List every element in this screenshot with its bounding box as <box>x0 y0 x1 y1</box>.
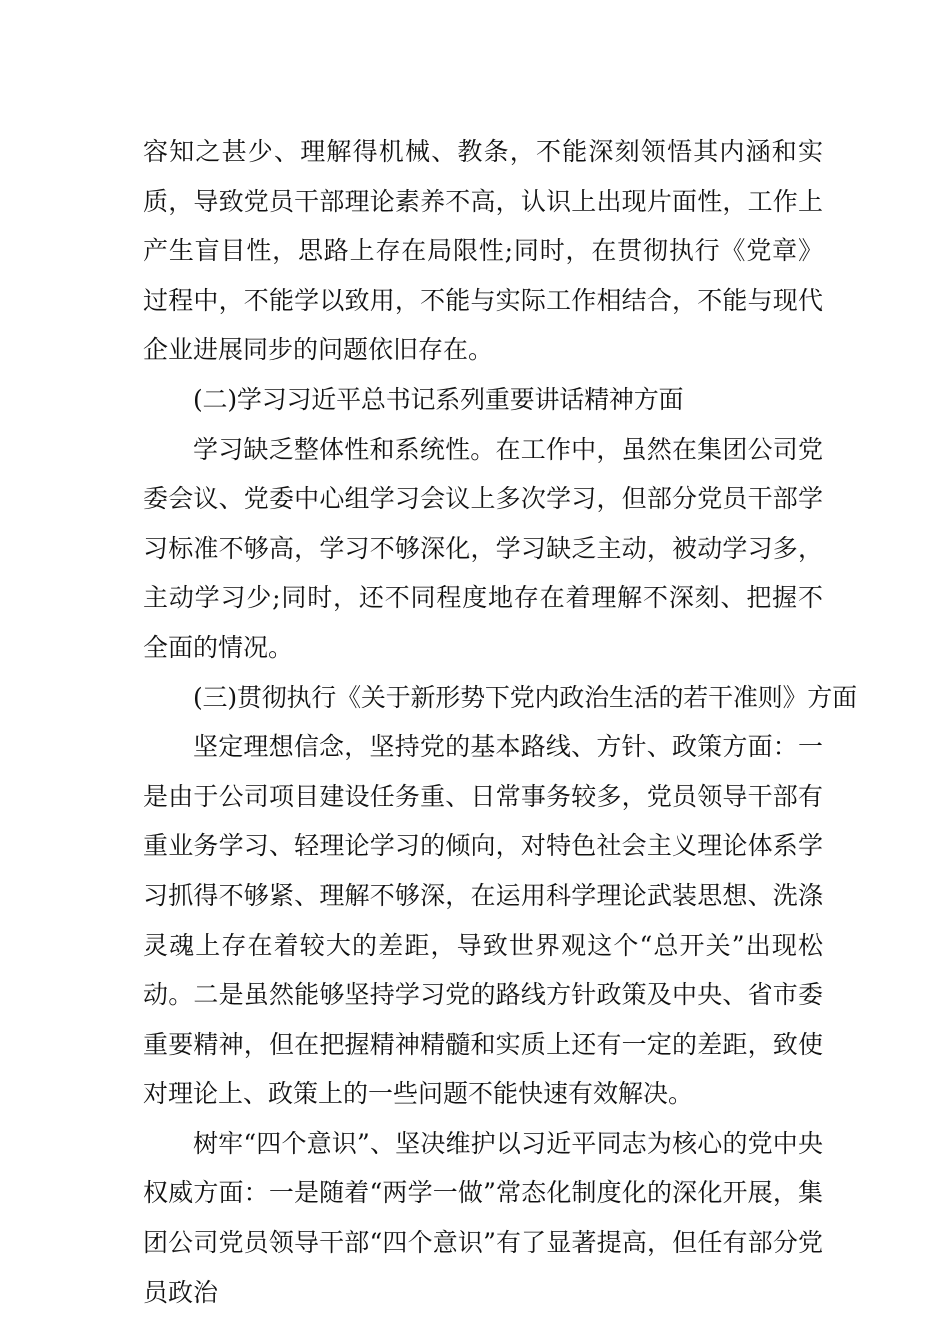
paragraph-four-consciousness: 树牢“四个意识”、坚决维护以习近平同志为核心的党中央权威方面：一是随着“两学一做”常态化制度化的深化开展，集团公司党员领导干部“四个意识”有了显著提高，但任有部分党员政治 <box>143 1128 823 1307</box>
paragraph-study-system: 学习缺乏整体性和系统性。在工作中，虽然在集团公司党委会议、党委中心组学习会议上多次学习，但部分党员干部学习标准不够高，学习不够深化，学习缺乏主动，被动学习多，主动学习少;同时，还不同程度地存在着理解不深刻、把握不全面的情况。 <box>143 434 823 662</box>
paragraph-ideals-beliefs: 坚定理想信念，坚持党的基本路线、方针、政策方面：一是由于公司项目建设任务重、日常事务较多，党员领导干部有重业务学习、轻理论学习的倾向，对特色社会主义理论体系学习抓得不够紧、理解不够深，在运用科学理论武装思想、洗涤灵魂上存在着较大的差距，导致世界观这个“总开关”出现松动。二是虽然能够坚持学习党的路线方针政策及中央、省市委重要精神，但在把握精神精髓和实质上还有一定的差距，致使对理论上、政策上的一些问题不能快速有效解决。 <box>143 732 823 1109</box>
paragraph-continuation: 容知之甚少、理解得机械、教条，不能深刻领悟其内涵和实质，导致党员干部理论素养不高，认识上出现片面性，工作上产生盲目性，思路上存在局限性;同时，在贯彻执行《党章》过程中，不能学以致用，不能与实际工作相结合，不能与现代企业进展同步的问题依旧存在。 <box>143 137 823 365</box>
section-heading-2: (二)学习习近平总书记系列重要讲话精神方面 <box>193 384 684 414</box>
section-heading-3: (三)贯彻执行《关于新形势下党内政治生活的若干准则》方面 <box>193 682 857 712</box>
document-body <box>143 127 857 1317</box>
